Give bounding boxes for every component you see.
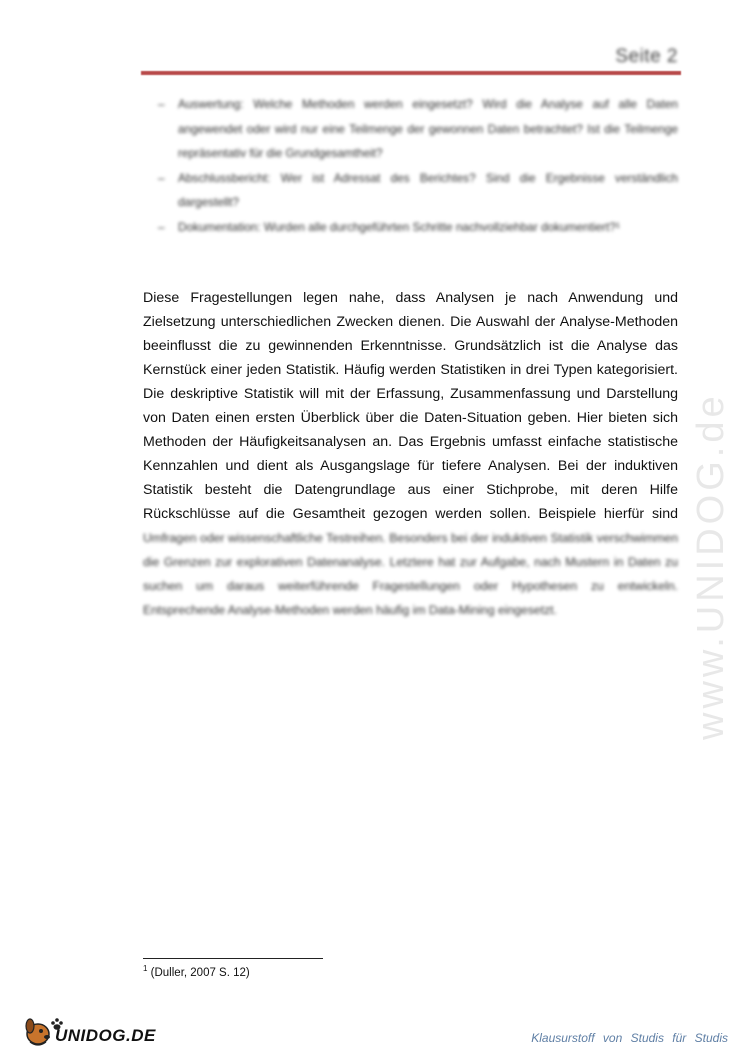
list-item: – Auswertung: Welche Methoden werden eingesetzt? Wird die Analyse auf alle Daten angewendet oder wird nur eine Teilmenge der gewonnen Daten betrachtet? Ist die Teilmenge repräsentativ für die Grundgesamtheit? [158, 92, 678, 166]
blurred-paragraph: Umfragen oder wissenschaftliche Testreihen. Besonders bei der induktiven Statistik verschwimmen die Grenzen zur explorativen Datenanalyse. Letztere hat zur Aufgabe, nach Mustern in Daten zu suchen um daraus weiterführende Fragestellungen oder Hypothesen zu entwickeln. Entsprechende Analyse-Methoden werden häufig im Data-Mining eingesetzt. [143, 531, 678, 617]
footer-tagline: Klausurstoff von Studis für Studis [531, 1031, 728, 1045]
list-item: – Dokumentation: Wurden alle durchgeführten Schritte nachvollziehbar dokumentiert?¹ [158, 215, 678, 240]
blurred-list [158, 92, 678, 240]
watermark: www.UNIDOG.de [690, 392, 732, 740]
body-paragraph: Diese Fragestellungen legen nahe, dass Analysen je nach Anwendung und Zielsetzung unterschiedlichen Zwecken dienen. Die Auswahl der Analyse-Methoden beeinflusst die zu gewinnenden Erkenntnisse. Grundsätzlich ist die Analyse das Kernstück einer jeden Statistik. Häufig werden Statistiken in drei Typen kategorisiert. Die deskriptive Statistik will mit der Erfassung, Zusammenfassung und Darstellung von Daten einen ersten Überblick über die Daten-Situation geben. Hier bieten sich Methoden der Häufigkeitsanalysen an. Das Ergebnis umfasst einfache statistische Kennzahlen und dient als Ausgangslage für tiefere Analysen. Bei der induktiven Statistik besteht die Datengrundlage aus einer Stichprobe, mit deren Hilfe Rückschlüsse auf die Gesamtheit gezogen werden sollen. Beispiele hierfür sind [143, 290, 678, 522]
footnote [143, 964, 250, 979]
list-item: – Abschlussbericht: Wer ist Adressat des Berichtes? Sind die Ergebnisse verständlich dargestellt? [158, 166, 678, 215]
footnote-text: (Duller, 2007 S. 12) [150, 966, 250, 979]
footnote-marker: 1 [143, 964, 148, 973]
header-rule [141, 71, 681, 75]
logo-text[interactable]: UNIDOG.DE [55, 1026, 156, 1045]
footnote-rule [143, 958, 323, 959]
page-number: Seite 2 [615, 46, 678, 67]
